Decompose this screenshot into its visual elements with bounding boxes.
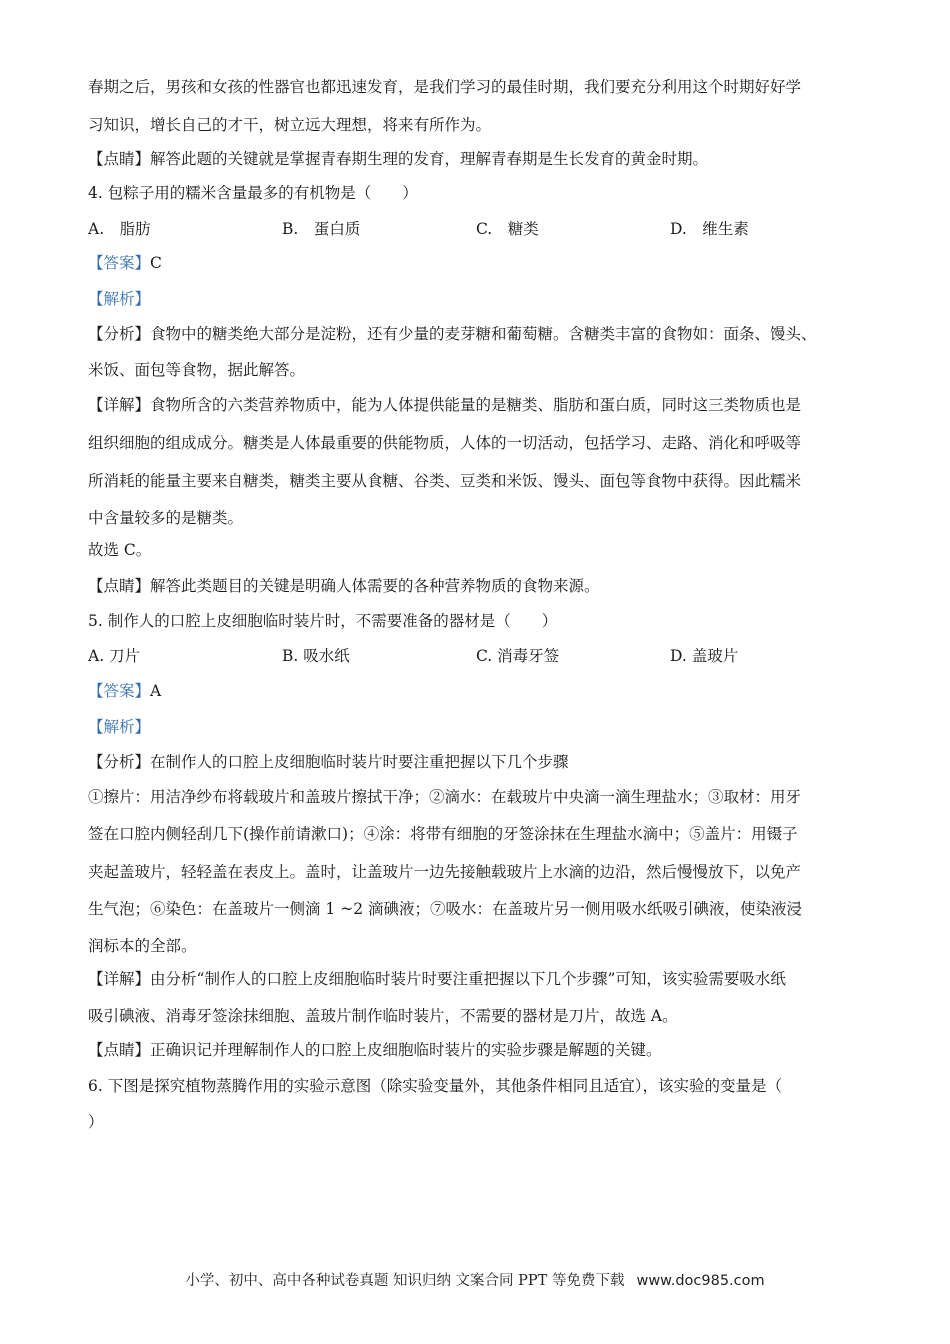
q4-conclusion: 故选 C。 [88, 541, 152, 559]
detail-tag: 【详解】 [88, 396, 151, 414]
option-a: A. 脂肪 [88, 220, 151, 238]
q4-tip: 【点睛】解答此类题目的关键是明确人体需要的各种营养物质的食物来源。 [88, 577, 600, 595]
q5-fenxi: 【分析】在制作人的口腔上皮细胞临时装片时要注重把握以下几个步骤 [88, 753, 569, 771]
detail-tag: 【详解】 [88, 970, 151, 988]
page-footer [0, 1269, 950, 1290]
text-line: 吸引碘液、消毒牙签涂抹细胞、盖玻片制作临时装片，不需要的器材是刀片，故选 A。 [88, 1007, 678, 1025]
option-c: C. 糖类 [476, 220, 539, 238]
answer-tag: 【答案】 [88, 254, 151, 272]
q5-analysis-tag: 【解析】 [88, 718, 151, 736]
text-line: 米饭、面包等食物，据此解答。 [88, 361, 306, 379]
q4-analysis-tag: 【解析】 [88, 290, 151, 308]
q5-tip: 【点睛】正确识记并理解制作人的口腔上皮细胞临时装片的实验步骤是解题的关键。 [88, 1041, 662, 1059]
q4-fenxi: 【分析】食物中的糖类绝大部分是淀粉，还有少量的麦芽糖和葡萄糖。含糖类丰富的食物如：面条、馒头、 [88, 325, 817, 343]
text-line: 习知识，增长自己的才干，树立远大理想，将来有所作为。 [88, 116, 492, 134]
text-line: 润标本的全部。 [88, 937, 197, 955]
tip-tag: 【点睛】 [88, 577, 151, 595]
q4-answer: 【答案】C [88, 254, 162, 272]
q5-answer: 【答案】A [88, 682, 162, 700]
text-line: 组织细胞的组成成分。糖类是人体最重要的供能物质，人体的一切活动，包括学习、走路、消化和呼吸等 [88, 434, 802, 452]
footer-url[interactable]: www.doc985.com [636, 1273, 765, 1289]
text-line: 中含量较多的是糖类。 [88, 509, 244, 527]
option-d: D. 维生素 [670, 220, 749, 238]
q4-detail: 【详解】食物所含的六类营养物质中，能为人体提供能量的是糖类、脂肪和蛋白质，同时这三类物质也是 [88, 396, 802, 414]
tip-tag: 【点睛】 [88, 150, 151, 168]
q5-question: 5. 制作人的口腔上皮细胞临时装片时，不需要准备的器材是（ ） [88, 612, 558, 630]
text-line: 生气泡；⑥染色：在盖玻片一侧滴 1 ~2 滴碘液；⑦吸水：在盖玻片另一侧用吸水纸吸引碘液，使染液浸 [88, 900, 802, 918]
option-b: B. 蛋白质 [282, 220, 361, 238]
text-line: ） [88, 1113, 104, 1131]
text-line: 所消耗的能量主要来自糖类，糖类主要从食糖、谷类、豆类和米饭、馒头、面包等食物中获得。因此糯米 [88, 472, 802, 490]
text-line: 夹起盖玻片，轻轻盖在表皮上。盖时，让盖玻片一边先接触载玻片上水滴的边沿，然后慢慢放下，以免产 [88, 863, 802, 881]
fenxi-tag: 【分析】 [88, 753, 151, 771]
option-a: A. 刀片 [88, 647, 141, 665]
q6-question: 6. 下图是探究植物蒸腾作用的实验示意图（除实验变量外，其他条件相同且适宜），该实验的变量是（ [88, 1077, 782, 1095]
answer-tag: 【答案】 [88, 682, 151, 700]
tip-tag: 【点睛】 [88, 1041, 151, 1059]
q4-question: 4. 包粽子用的糯米含量最多的有机物是（ ） [88, 184, 418, 202]
option-b: B. 吸水纸 [282, 647, 350, 665]
fenxi-tag: 【分析】 [88, 325, 151, 343]
q5-detail: 【详解】由分析“制作人的口腔上皮细胞临时装片时要注重把握以下几个步骤”可知，该实验需要吸水纸 [88, 970, 786, 988]
option-c: C. 消毒牙签 [476, 647, 560, 665]
footer-text: 小学、初中、高中各种试卷真题 知识归纳 文案合同 PPT 等免费下载 [185, 1273, 625, 1289]
q3-tip: 【点睛】解答此题的关键就是掌握青春期生理的发育，理解青春期是生长发育的黄金时期。 [88, 150, 709, 168]
text-line: 春期之后，男孩和女孩的性器官也都迅速发育，是我们学习的最佳时期，我们要充分利用这个时期好好学 [88, 78, 802, 96]
option-d: D. 盖玻片 [670, 647, 739, 665]
text-line: 签在口腔内侧轻刮几下(操作前请漱口)；④涂：将带有细胞的牙签涂抹在生理盐水滴中；⑤盖片：用镊子 [88, 825, 798, 843]
text-line: ①擦片：用洁净纱布将载玻片和盖玻片擦拭干净；②滴水：在载玻片中央滴一滴生理盐水；③取材：用牙 [88, 788, 802, 806]
